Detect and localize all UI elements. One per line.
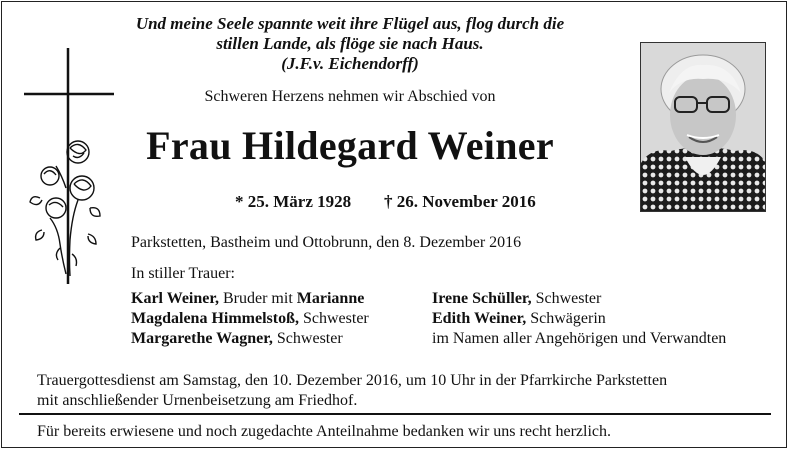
mourner-name: Irene Schüller,: [432, 290, 532, 307]
portrait-photo: [640, 42, 766, 212]
mourner-entry: [432, 329, 726, 349]
mourner-entry: [131, 329, 369, 349]
service-line-1: Trauergottesdienst am Samstag, den 10. Dezember 2016, um 10 Uhr in der Pfarrkirche Parkstetten: [37, 372, 668, 389]
death-date: † 26. November 2016: [384, 192, 536, 211]
mourner-relation: Schwägerin: [526, 310, 606, 327]
intro-text: Schweren Herzens nehmen wir Abschied von: [204, 88, 496, 105]
mourning-label: In stiller Trauer:: [131, 265, 235, 282]
quote-line-2: stillen Lande, als flöge sie nach Haus.: [216, 34, 484, 53]
mourner-relation: Schwester: [272, 330, 343, 347]
mourner-name: Karl Weiner,: [131, 290, 219, 307]
mourner-relation: im Namen aller Angehörigen und Verwandten: [432, 330, 727, 347]
divider: [19, 413, 771, 415]
quote-line-1: Und meine Seele spannte weit ihre Flügel aus, flog durch die: [135, 14, 565, 33]
mourner-relation: Schwester: [531, 290, 602, 307]
mourner-entry: [432, 309, 726, 329]
cross-with-roses-icon: [20, 48, 120, 288]
mourner-name: Edith Weiner,: [432, 310, 527, 327]
birth-date: * 25. März 1928: [235, 192, 352, 211]
mourner-relation: Schwester: [299, 310, 369, 327]
thanks-text: Für bereits erwiesene und noch zugedachte Anteilnahme bedanken wir uns recht herzlich.: [37, 423, 612, 440]
mourner-relation: Bruder mit: [219, 290, 297, 307]
mourners-left-column: [131, 289, 369, 349]
place-and-date: Parkstetten, Bastheim und Ottobrunn, den 8. Dezember 2016: [131, 234, 522, 251]
mourner-entry: [131, 289, 369, 309]
mourner-entry: [131, 309, 369, 329]
mourners-right-column: [432, 289, 726, 349]
service-info: [37, 371, 667, 411]
mourner-name: Margarethe Wagner,: [131, 330, 273, 347]
service-line-2: mit anschließender Urnenbeisetzung am Friedhof.: [37, 392, 358, 409]
mourner-entry: [432, 289, 726, 309]
quote-block: [120, 14, 580, 74]
mourner-name: Magdalena Himmelstoß,: [131, 310, 299, 327]
quote-author: (J.F.v. Eichendorff): [281, 54, 419, 73]
deceased-name: Frau Hildegard Weiner: [146, 123, 554, 168]
portrait-image: [641, 43, 765, 211]
mourner-partner-name: Marianne: [296, 290, 365, 307]
